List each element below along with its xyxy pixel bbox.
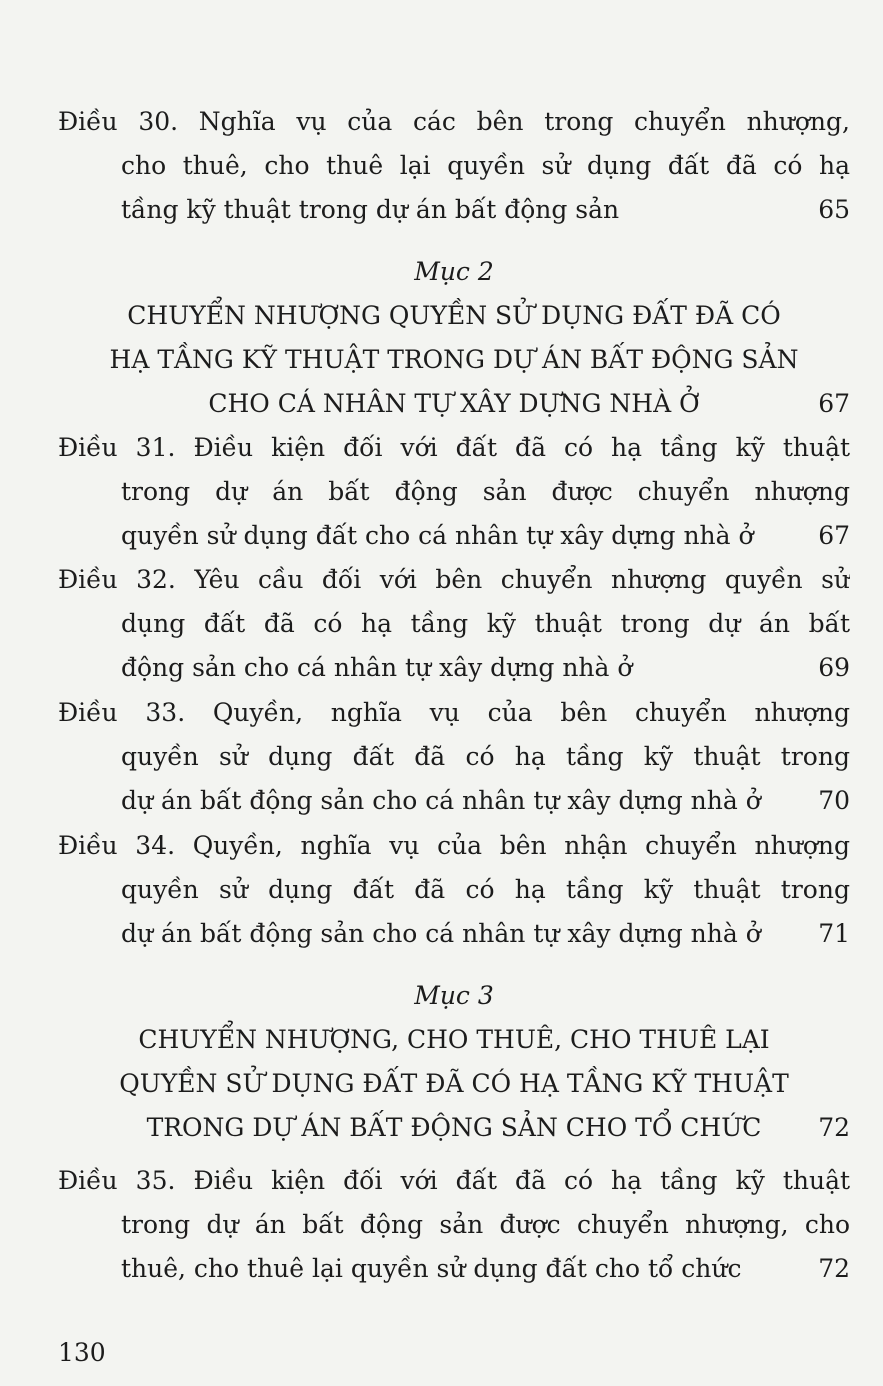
entry-line: Điều 33. Quyền, nghĩa vụ của bên chuyển nhượng <box>58 698 850 727</box>
section-label: Mục 2 <box>414 257 494 286</box>
page-number: 67 <box>818 521 850 550</box>
toc-entry-dieu-31 <box>58 426 850 558</box>
section-title-line: TRONG DỰ ÁN BẤT ĐỘNG SẢN CHO TỔ CHỨC <box>146 1113 762 1142</box>
entry-line: Điều 31. Điều kiện đối với đất đã có hạ tầng kỹ thuật <box>58 433 850 462</box>
page-number: 67 <box>818 389 850 418</box>
entry-line: Điều 32. Yêu cầu đối với bên chuyển nhượng quyền sử <box>58 565 850 594</box>
entry-line: Điều 34. Quyền, nghĩa vụ của bên nhận chuyển nhượng <box>58 831 850 860</box>
entry-line: Điều 35. Điều kiện đối với đất đã có hạ tầng kỹ thuật <box>58 1166 850 1195</box>
section-muc-3 <box>58 974 850 1150</box>
entry-line: dự án bất động sản cho cá nhân tự xây dựng nhà ở <box>121 919 761 948</box>
entry-line: thuê, cho thuê lại quyền sử dụng đất cho tổ chức <box>121 1254 742 1283</box>
entry-line: trong dự án bất động sản được chuyển nhượng <box>121 477 850 506</box>
toc-entry-dieu-32 <box>58 558 850 690</box>
page-number: 71 <box>818 919 850 948</box>
footer-page-number: 130 <box>58 1338 106 1367</box>
entry-line: động sản cho cá nhân tự xây dựng nhà ở <box>121 653 633 682</box>
section-label: Mục 3 <box>414 981 494 1010</box>
entry-line: dự án bất động sản cho cá nhân tự xây dựng nhà ở <box>121 786 761 815</box>
entry-line: dụng đất đã có hạ tầng kỹ thuật trong dự án bất <box>121 609 850 638</box>
section-muc-2 <box>58 250 850 426</box>
entry-line: quyền sử dụng đất đã có hạ tầng kỹ thuật trong <box>121 875 850 904</box>
toc-entry-dieu-30 <box>58 100 850 232</box>
page-number: 72 <box>818 1254 850 1283</box>
section-title-line: CHUYỂN NHƯỢNG QUYỀN SỬ DỤNG ĐẤT ĐÃ CÓ <box>127 301 781 330</box>
page-number: 70 <box>818 786 850 815</box>
entry-line: trong dự án bất động sản được chuyển nhượng, cho <box>121 1210 850 1239</box>
page-number: 72 <box>818 1113 850 1142</box>
toc-entry-dieu-35 <box>58 1159 850 1291</box>
toc-entry-dieu-33 <box>58 691 850 823</box>
section-title-line: QUYỀN SỬ DỤNG ĐẤT ĐÃ CÓ HẠ TẦNG KỸ THUẬT <box>119 1069 789 1098</box>
section-title-line: HẠ TẦNG KỸ THUẬT TRONG DỰ ÁN BẤT ĐỘNG SẢN <box>109 345 799 374</box>
page-number: 69 <box>818 653 850 682</box>
section-title-line: CHO CÁ NHÂN TỰ XÂY DỰNG NHÀ Ở <box>208 389 700 418</box>
entry-line: quyền sử dụng đất đã có hạ tầng kỹ thuật trong <box>121 742 850 771</box>
entry-line: tầng kỹ thuật trong dự án bất động sản <box>121 195 620 224</box>
page-number: 65 <box>818 195 850 224</box>
entry-line: Điều 30. Nghĩa vụ của các bên trong chuyển nhượng, <box>58 107 850 136</box>
entry-line: cho thuê, cho thuê lại quyền sử dụng đất đã có hạ <box>121 151 850 180</box>
entry-line: quyền sử dụng đất cho cá nhân tự xây dựng nhà ở <box>121 521 754 550</box>
section-title-line: CHUYỂN NHƯỢNG, CHO THUÊ, CHO THUÊ LẠI <box>138 1025 770 1054</box>
toc-entry-dieu-34 <box>58 824 850 956</box>
